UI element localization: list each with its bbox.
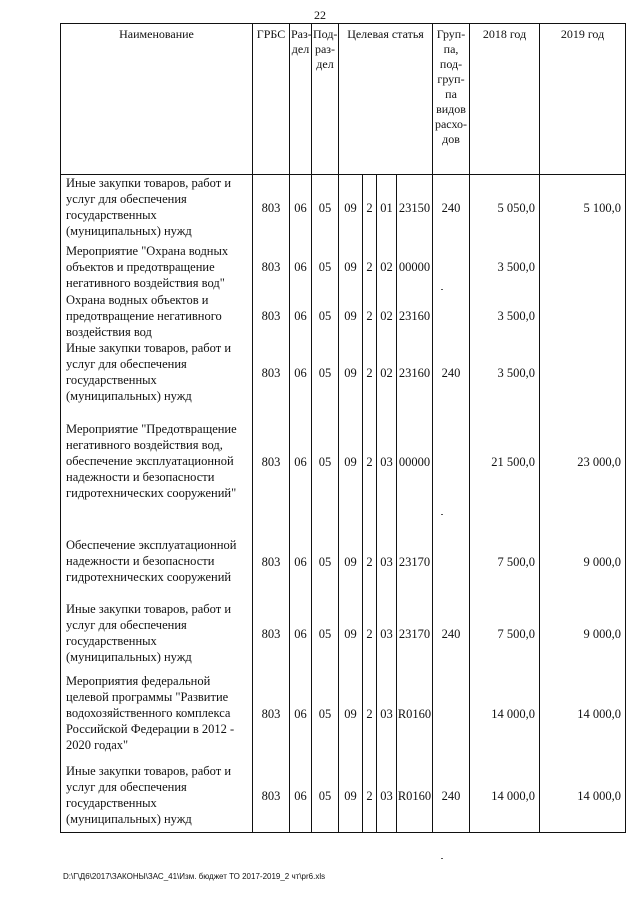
scan-speck [441, 858, 443, 859]
cell-podrazdel: 05 [312, 243, 339, 292]
cell-article-program: 09 [339, 175, 363, 243]
cell-podrazdel: 05 [312, 537, 339, 601]
cell-2019: 14 000,0 [540, 673, 626, 763]
cell-grbs: 803 [253, 673, 290, 763]
header-target-article: Целевая статья [339, 24, 433, 175]
cell-2019 [540, 340, 626, 421]
cell-article-subprogram: 2 [363, 292, 377, 340]
cell-grbs: 803 [253, 292, 290, 340]
cell-grbs: 803 [253, 421, 290, 537]
header-row [61, 24, 626, 175]
header-2018: 2018 год [470, 24, 540, 175]
header-podrazdel: Под- раз- дел [312, 24, 339, 175]
cell-article-program: 09 [339, 292, 363, 340]
cell-expense-group [433, 243, 470, 292]
cell-article-subprogram: 2 [363, 601, 377, 673]
cell-name: Иные закупки товаров, работ и услуг для обеспечения государственных (муниципальных) нужд [61, 175, 253, 243]
cell-podrazdel: 05 [312, 421, 339, 537]
cell-grbs: 803 [253, 243, 290, 292]
cell-expense-group [433, 421, 470, 537]
cell-article-code: 23160 [397, 340, 433, 421]
cell-name: Иные закупки товаров, работ и услуг для обеспечения государственных (муниципальных) нужд [61, 340, 253, 421]
cell-article-event: 03 [377, 763, 397, 833]
cell-expense-group: 240 [433, 763, 470, 833]
table-row [61, 421, 626, 537]
table-row [61, 175, 626, 243]
cell-razdel: 06 [290, 421, 312, 537]
cell-razdel: 06 [290, 601, 312, 673]
cell-article-code: 23150 [397, 175, 433, 243]
cell-grbs: 803 [253, 601, 290, 673]
cell-2018: 21 500,0 [470, 421, 540, 537]
cell-razdel: 06 [290, 175, 312, 243]
cell-2019: 9 000,0 [540, 537, 626, 601]
cell-article-program: 09 [339, 340, 363, 421]
table-row [61, 601, 626, 673]
cell-article-event: 01 [377, 175, 397, 243]
cell-name: Мероприятия федеральной целевой программы "Развитие водохозяйственного комплекса Российской Федерации в 2012 - 2020 годах" [61, 673, 253, 763]
cell-article-event: 02 [377, 243, 397, 292]
cell-article-subprogram: 2 [363, 763, 377, 833]
cell-article-subprogram: 2 [363, 175, 377, 243]
budget-table [60, 23, 626, 833]
cell-article-event: 02 [377, 292, 397, 340]
scan-speck [441, 289, 443, 290]
cell-article-code: R0160 [397, 673, 433, 763]
cell-article-subprogram: 2 [363, 243, 377, 292]
cell-2018: 14 000,0 [470, 763, 540, 833]
cell-razdel: 06 [290, 537, 312, 601]
cell-article-subprogram: 2 [363, 537, 377, 601]
header-name: Наименование [61, 24, 253, 175]
cell-podrazdel: 05 [312, 673, 339, 763]
table-row [61, 340, 626, 421]
cell-grbs: 803 [253, 175, 290, 243]
cell-grbs: 803 [253, 537, 290, 601]
cell-expense-group: 240 [433, 340, 470, 421]
cell-name: Иные закупки товаров, работ и услуг для обеспечения государственных (муниципальных) нужд [61, 601, 253, 673]
cell-name: Мероприятие "Предотвращение негативного воздействия вод, обеспечение эксплуатационной надежности и безопасности гидротехнических сооружений" [61, 421, 253, 537]
scan-speck [441, 514, 443, 515]
cell-grbs: 803 [253, 763, 290, 833]
cell-2018: 5 050,0 [470, 175, 540, 243]
cell-podrazdel: 05 [312, 601, 339, 673]
cell-podrazdel: 05 [312, 340, 339, 421]
cell-name: Охрана водных объектов и предотвращение негативного воздействия вод [61, 292, 253, 340]
cell-2018: 7 500,0 [470, 601, 540, 673]
cell-article-program: 09 [339, 243, 363, 292]
header-razdel: Раз- дел [290, 24, 312, 175]
table-row [61, 292, 626, 340]
table-row [61, 763, 626, 833]
cell-2018: 3 500,0 [470, 243, 540, 292]
cell-name: Иные закупки товаров, работ и услуг для обеспечения государственных (муниципальных) нужд [61, 763, 253, 833]
table-row [61, 673, 626, 763]
table-row [61, 537, 626, 601]
cell-podrazdel: 05 [312, 175, 339, 243]
cell-article-code: 23170 [397, 537, 433, 601]
cell-2019 [540, 243, 626, 292]
cell-2018: 7 500,0 [470, 537, 540, 601]
cell-expense-group [433, 537, 470, 601]
header-grbs: ГРБС [253, 24, 290, 175]
cell-article-subprogram: 2 [363, 421, 377, 537]
cell-podrazdel: 05 [312, 292, 339, 340]
cell-article-event: 03 [377, 601, 397, 673]
cell-2018: 3 500,0 [470, 340, 540, 421]
cell-name: Обеспечение эксплуатационной надежности и безопасности гидротехнических сооружений [61, 537, 253, 601]
cell-razdel: 06 [290, 673, 312, 763]
cell-article-subprogram: 2 [363, 340, 377, 421]
cell-article-event: 03 [377, 673, 397, 763]
file-path-footer: D:\Г\Д6\2017\ЗАКОНЫ\ЗАС_41\Изм. бюджет ТО 2017-2019_2 чт\pr6.xls [63, 872, 326, 881]
cell-article-code: 00000 [397, 421, 433, 537]
table-row [61, 243, 626, 292]
cell-2019: 9 000,0 [540, 601, 626, 673]
cell-2018: 14 000,0 [470, 673, 540, 763]
cell-article-subprogram: 2 [363, 673, 377, 763]
cell-2019: 23 000,0 [540, 421, 626, 537]
cell-razdel: 06 [290, 340, 312, 421]
cell-expense-group: 240 [433, 175, 470, 243]
cell-razdel: 06 [290, 763, 312, 833]
cell-expense-group [433, 292, 470, 340]
cell-razdel: 06 [290, 292, 312, 340]
cell-expense-group: 240 [433, 601, 470, 673]
cell-article-program: 09 [339, 673, 363, 763]
cell-article-program: 09 [339, 537, 363, 601]
cell-article-program: 09 [339, 763, 363, 833]
cell-grbs: 803 [253, 340, 290, 421]
cell-name: Мероприятие "Охрана водных объектов и предотвращение негативного воздействия вод" [61, 243, 253, 292]
cell-article-code: 00000 [397, 243, 433, 292]
cell-2019: 5 100,0 [540, 175, 626, 243]
header-2019: 2019 год [540, 24, 626, 175]
header-expense-group: Груп- па, под- груп- па видов расхо- дов [433, 24, 470, 175]
cell-2018: 3 500,0 [470, 292, 540, 340]
cell-article-event: 03 [377, 537, 397, 601]
cell-article-event: 02 [377, 340, 397, 421]
cell-article-code: 23170 [397, 601, 433, 673]
cell-expense-group [433, 673, 470, 763]
cell-2019: 14 000,0 [540, 763, 626, 833]
cell-article-program: 09 [339, 601, 363, 673]
page-number: 22 [314, 8, 326, 22]
cell-2019 [540, 292, 626, 340]
cell-razdel: 06 [290, 243, 312, 292]
cell-article-event: 03 [377, 421, 397, 537]
cell-article-code: R0160 [397, 763, 433, 833]
cell-article-program: 09 [339, 421, 363, 537]
cell-podrazdel: 05 [312, 763, 339, 833]
cell-article-code: 23160 [397, 292, 433, 340]
